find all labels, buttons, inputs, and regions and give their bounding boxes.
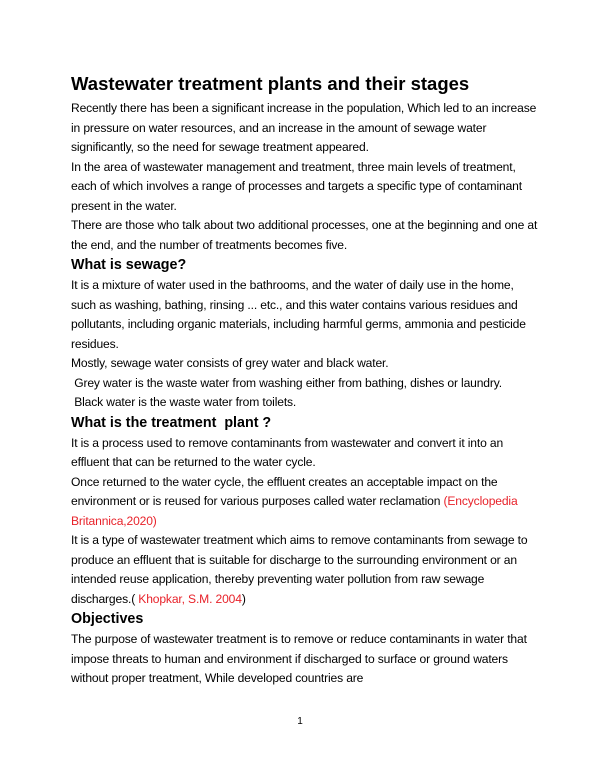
treatment-plant-paragraph-2 xyxy=(71,473,541,532)
document-title: Wastewater treatment plants and their stages xyxy=(71,73,470,94)
sewage-paragraph-2: Mostly, sewage water consists of grey water and black water. xyxy=(71,356,389,370)
intro-paragraph-1: Recently there has been a significant increase in the population, Which led to an increase in pressure on water resources, and an increase in the amount of sewage water significantly, so the need for sewage treatment appeared. xyxy=(71,101,537,154)
citation-britannica: (Encyclopedia Britannica,2020) xyxy=(71,494,518,528)
page-number: 1 xyxy=(297,716,303,727)
treatment-plant-paragraph-2-text: Once returned to the water cycle, the effluent creates an acceptable impact on the environment or is reused for various purposes called water reclamation xyxy=(71,474,498,508)
treatment-plant-heading: What is the treatment plant ? xyxy=(71,414,272,431)
citation-khopkar: Khopkar, S.M. 2004 xyxy=(135,591,242,606)
intro-paragraph-3: There are those who talk about two additional processes, one at the beginning and one at the end, and the number of treatments becomes five. xyxy=(71,218,538,252)
treatment-plant-paragraph-3 xyxy=(71,531,541,609)
sewage-heading: What is sewage? xyxy=(71,257,187,273)
document-body xyxy=(71,71,541,689)
intro-paragraph-2: In the area of wastewater management and treatment, three main levels of treatment, each of which involves a range of processes and targets a specific type of contaminant present in the water. xyxy=(71,159,522,213)
sewage-paragraph-1: It is a mixture of water used in the bathrooms, and the water of daily use in the home, such as washing, bathing, rinsing ... etc., and this water contains various residues and pollutants, including organic materials, including harmful germs, ammonia and pesticide residues. xyxy=(71,278,526,351)
treatment-plant-paragraph-1: It is a process used to remove contaminants from wastewater and convert it into an effluent that can be returned to the water cycle. xyxy=(71,435,504,469)
citation-close-paren: ) xyxy=(241,591,246,606)
treatment-plant-paragraph-3-text: It is a type of wastewater treatment which aims to remove contaminants from sewage to produce an effluent that is suitable for discharge to the surrounding environment or an intended reuse application, thereby preventing water pollution from raw sewage discharges.( xyxy=(71,533,528,606)
objectives-heading: Objectives xyxy=(71,611,144,627)
objectives-paragraph-1: The purpose of wastewater treatment is to remove or reduce contaminants in water that impose threats to human and environment if discharged to surface or ground waters without proper treatment, While developed countries are xyxy=(71,632,527,685)
sewage-paragraph-4: Black water is the waste water from toilets. xyxy=(71,395,297,409)
sewage-paragraph-3: Grey water is the waste water from washing either from bathing, dishes or laundry. xyxy=(71,375,502,390)
